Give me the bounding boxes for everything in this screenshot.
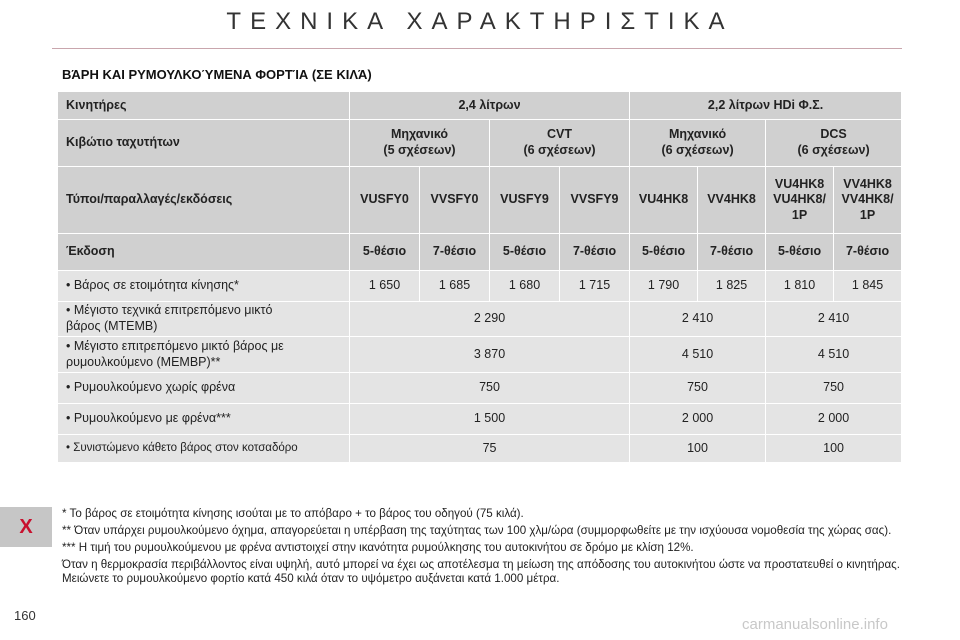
value-cell: 750 [630,373,766,404]
engine-petrol: 2,4 λίτρων [350,92,630,120]
type-cell: VUSFY0 [350,167,420,234]
value-cell: 2 000 [766,404,902,435]
section-title: ΒΆΡΗ ΚΑΙ ΡΥΜΟΥΛΚΟΎΜΕΝΑ ΦΟΡΤΊΑ (ΣΕ ΚΙΛΆ) [62,67,372,82]
value-cell: 1 500 [350,404,630,435]
footnote: ** Όταν υπάρχει ρυμουλκούμενο όχημα, απαγορεύεται η υπέρβαση της ταχύτητας των 100 χλμ/ώρα (συμμορφωθείτε με την ισχύουσα νομοθεσία της χώρας σας). [62,524,892,537]
value-cell: 1 845 [834,271,902,302]
version-cell: 7-θέσιο [834,234,902,271]
gearbox-cell: Μηχανικό (6 σχέσεων) [630,120,766,167]
footnotes [62,507,902,589]
table-row [58,435,902,463]
types-row [58,167,902,234]
value-cell: 750 [766,373,902,404]
gearbox-cell: Μηχανικό (5 σχέσεων) [350,120,490,167]
types-label: Τύποι/παραλλαγές/εκδόσεις [58,167,350,234]
engines-label: Κινητήρες [58,92,350,120]
type-cell: VV4HK8 VV4HK8/ 1P [834,167,902,234]
value-cell: 100 [630,435,766,463]
value-cell: 3 870 [350,337,630,373]
row-label: • Βάρος σε ετοιμότητα κίνησης* [58,271,350,302]
value-cell: 75 [350,435,630,463]
footnote: * Το βάρος σε ετοιμότητα κίνησης ισούται με το απόβαρο + το βάρος του οδηγού (75 κιλά). [62,507,524,520]
value-cell: 4 510 [630,337,766,373]
value-cell: 4 510 [766,337,902,373]
watermark: carmanualsonline.info [742,616,888,633]
value-cell: 100 [766,435,902,463]
chapter-marker: X [19,516,33,538]
value-cell: 2 290 [350,302,630,337]
row-label: • Συνιστώμενο κάθετο βάρος στον κοτσαδόρο [58,435,350,463]
value-cell: 1 650 [350,271,420,302]
value-cell: 1 680 [490,271,560,302]
row-label: • Μέγιστο τεχνικά επιτρεπόμενο μικτό βάρος (MTEMB) [58,302,350,337]
table-row [58,337,902,373]
gearbox-row [58,120,902,167]
footnote: Όταν η θερμοκρασία περιβάλλοντος είναι υψηλή, αυτό μπορεί να έχει ως αποτέλεσμα τη μείωση της απόδοσης του αυτοκινήτου ώστε να προστατευθεί ο κινητήρας. Μειώνετε το ρυμουλκούμενο φορτίο κατά 450 κιλά όταν το υψόμετρο αυξάνεται κατά 1.000 μέτρα. [62,558,900,585]
version-cell: 7-θέσιο [420,234,490,271]
value-cell: 2 410 [766,302,902,337]
value-cell: 2 410 [630,302,766,337]
version-cell: 5-θέσιο [766,234,834,271]
type-cell: VU4HK8 [630,167,698,234]
gearbox-cell: DCS (6 σχέσεων) [766,120,902,167]
weights-table [57,91,902,463]
table-row [58,373,902,404]
value-cell: 1 810 [766,271,834,302]
type-cell: VVSFY9 [560,167,630,234]
engine-diesel: 2,2 λίτρων HDi Φ.Σ. [630,92,902,120]
value-cell: 1 825 [698,271,766,302]
footnote: *** Η τιμή του ρυμουλκούμενου με φρένα αντιστοιχεί στην ικανότητα ρυμούλκησης του αυτοκινήτου σε δρόμο με κλίση 12%. [62,541,694,554]
value-cell: 1 685 [420,271,490,302]
engines-row [58,92,902,120]
table-row [58,271,902,302]
version-cell: 5-θέσιο [350,234,420,271]
row-label: • Ρυμουλκούμενο χωρίς φρένα [58,373,350,404]
version-row [58,234,902,271]
row-label: • Ρυμουλκούμενο με φρένα*** [58,404,350,435]
table-row [58,302,902,337]
row-label: • Μέγιστο επιτρεπόμενο μικτό βάρος με ρυμουλκούμενο (MEMBP)** [58,337,350,373]
value-cell: 1 790 [630,271,698,302]
value-cell: 1 715 [560,271,630,302]
page-number: 160 [14,608,36,623]
table-row [58,404,902,435]
gearbox-label: Κιβώτιο ταχυτήτων [58,120,350,167]
version-cell: 5-θέσιο [490,234,560,271]
type-cell: VV4HK8 [698,167,766,234]
version-cell: 5-θέσιο [630,234,698,271]
type-cell: VUSFY9 [490,167,560,234]
type-cell: VVSFY0 [420,167,490,234]
version-cell: 7-θέσιο [560,234,630,271]
version-label: Έκδοση [58,234,350,271]
version-cell: 7-θέσιο [698,234,766,271]
title-divider [52,48,902,49]
gearbox-cell: CVT (6 σχέσεων) [490,120,630,167]
page-title: ΤΕΧΝΙΚΑ ΧΑΡΑΚΤΗΡΙΣΤΙΚΑ [226,8,734,35]
type-cell: VU4HK8 VU4HK8/ 1P [766,167,834,234]
value-cell: 2 000 [630,404,766,435]
value-cell: 750 [350,373,630,404]
